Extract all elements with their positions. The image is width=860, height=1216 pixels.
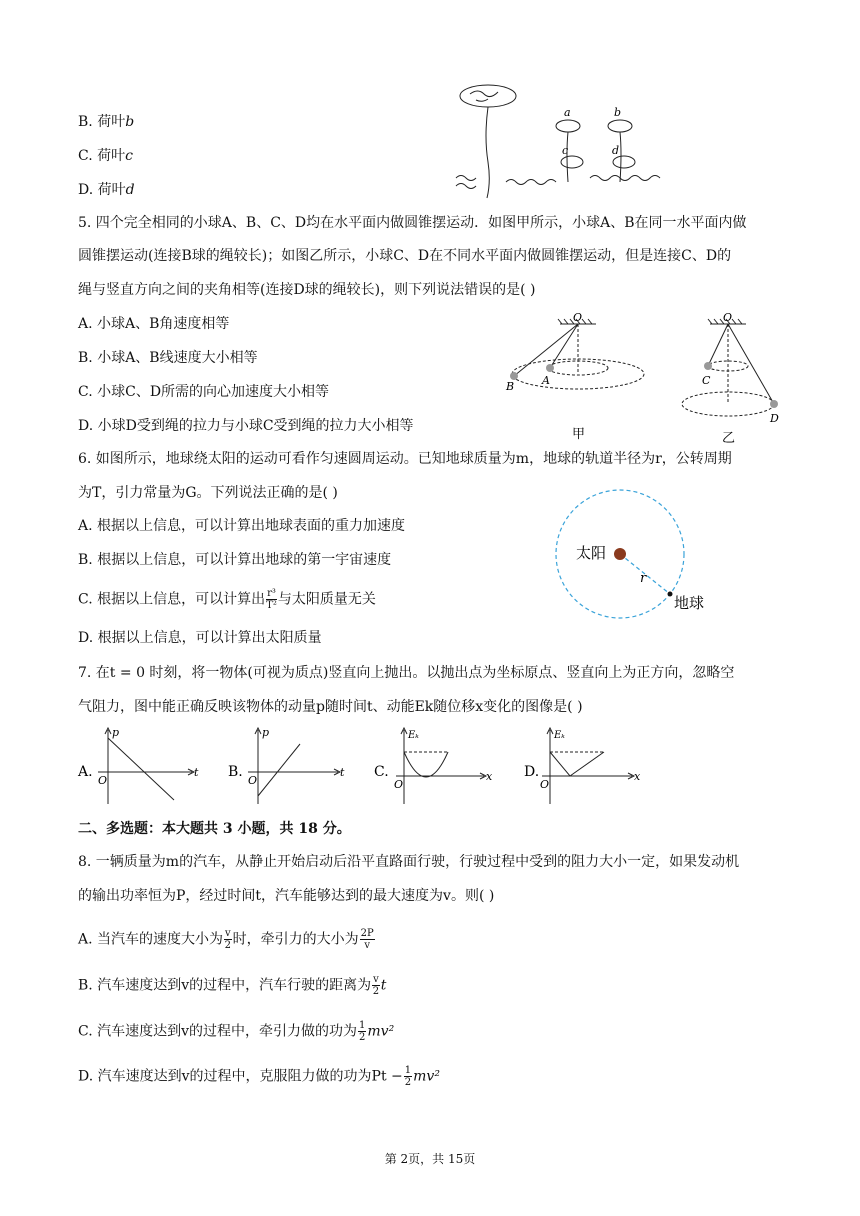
fig-ball-c: C — [702, 374, 711, 387]
graph-c-origin: O — [394, 778, 404, 791]
graph-a-ylabel: p — [112, 726, 120, 739]
q8-option-b: B. 汽车速度达到v的过程中，汽车行驶的距离为 $\frac{v}{2}$ t — [78, 974, 387, 997]
q8-stem-line1: 8. 一辆质量为m的汽车，从静止开始启动后沿平直路面行驶，行驶过程中受到的阻力大小一定，如果发动机 — [78, 854, 740, 870]
q5-option-b: B. 小球A、B线速度大小相等 — [78, 350, 258, 366]
q4-option-d: D. 荷叶d — [78, 182, 135, 198]
sun-label: 太阳 — [576, 544, 607, 562]
q6-stem-line2: 为T，引力常量为G。下列说法正确的是( ) — [78, 485, 338, 501]
q5-stem-line3: 绳与竖直方向之间的夹角相等(连接D球的绳较长)，则下列说法错误的是( ) — [78, 282, 536, 298]
sun-earth-orbit-figure — [554, 484, 724, 650]
q6-option-d: D. 根据以上信息，可以计算出太阳质量 — [78, 630, 322, 646]
graph-c-ylabel: Eₖ — [408, 730, 419, 741]
graph-d-xlabel: x — [634, 770, 641, 783]
graph-a-origin: O — [98, 774, 108, 787]
graph-b-ylabel: p — [262, 726, 270, 739]
q8-option-a: A. 当汽车的速度大小为 $\frac{v}{2}$ 时，牵引力的大小为 $\frac{2P}{v}$ — [78, 928, 374, 951]
earth-label: 地球 — [674, 594, 705, 612]
fig-ball-a: A — [542, 374, 550, 387]
q6-option-c: C. 根据以上信息，可以计算出 $\frac{\text{r³}}{\text{T²}}$ 与太阳质量无关 — [78, 588, 376, 611]
graph-d-ylabel: Eₖ — [554, 730, 565, 741]
q6-option-a: A. 根据以上信息，可以计算出地球表面的重力加速度 — [78, 518, 406, 534]
section-heading-multiple-choice: 二、多选题：本大题共 3 小题，共 18 分。 — [78, 821, 351, 837]
lotus-label-c: c — [562, 144, 569, 157]
graph-d-label: D. — [524, 764, 540, 780]
q7-stem-line1: 7. 在t = 0 时刻，将一物体(可视为质点)竖直向上抛出。以抛出点为坐标原点、竖直向上为正方向，忽略空 — [78, 665, 735, 681]
q5-option-a: A. 小球A、B角速度相等 — [78, 316, 230, 332]
graph-b-origin: O — [248, 774, 258, 787]
graph-a-xlabel: t — [194, 766, 199, 779]
fig-o-right: O — [723, 312, 733, 324]
q5-stem-line1: 5. 四个完全相同的小球A、B、C、D均在水平面内做圆锥摆运动．如图甲所示，小球A、B在同一水平面内做 — [78, 215, 747, 231]
q8-stem-line2: 的输出功率恒为P，经过时间t，汽车能够达到的最大速度为v。则( ) — [78, 888, 495, 904]
q4-option-b: B. 荷叶b — [78, 114, 135, 130]
fig-ball-d: D — [770, 412, 779, 425]
q5-option-d: D. 小球D受到绳的拉力与小球C受到绳的拉力大小相等 — [78, 418, 414, 434]
q6-option-b: B. 根据以上信息，可以计算出地球的第一宇宙速度 — [78, 552, 392, 568]
graph-c-label: C. — [374, 764, 389, 780]
fig-caption-jia: 甲 — [572, 427, 586, 442]
fig-caption-yi: 乙 — [722, 431, 736, 446]
lotus-label-b: b — [614, 106, 622, 119]
q7-stem-line2: 气阻力，图中能正确反映该物体的动量p随时间t、动能Ek随位移x变化的图像是( ) — [78, 699, 583, 715]
fig-ball-b: B — [506, 380, 515, 393]
graph-d-origin: O — [540, 778, 550, 791]
graph-a-label: A. — [78, 764, 93, 780]
q5-stem-line2: 圆锥摆运动(连接B球的绳较长)；如图乙所示，小球C、D在不同水平面内做圆锥摆运动，但是连接C、D的 — [78, 248, 732, 264]
conical-pendulum-figure — [498, 312, 788, 446]
fig-o-left: O — [573, 312, 583, 324]
lotus-label-d: d — [612, 144, 620, 157]
q4-option-c: C. 荷叶c — [78, 148, 133, 164]
page-footer: 第 2页，共 15页 — [384, 1152, 476, 1166]
graph-b-label: B. — [228, 764, 243, 780]
q6-stem-line1: 6. 如图所示，地球绕太阳的运动可看作匀速圆周运动。已知地球质量为m，地球的轨道半径为r，公转周期 — [78, 451, 732, 467]
q8-option-c: C. 汽车速度达到v的过程中，牵引力做的功为 $\frac{1}{2}$ mv² — [78, 1020, 395, 1043]
q7-graphs — [76, 724, 666, 810]
q8-option-d: D. 汽车速度达到v的过程中，克服阻力做的功为Pt − $\frac{1}{2}$ mv² — [78, 1065, 440, 1088]
radius-label: r — [640, 571, 647, 586]
q5-option-c: C. 小球C、D所需的向心加速度大小相等 — [78, 384, 330, 400]
graph-b-xlabel: t — [340, 766, 345, 779]
lotus-label-a: a — [564, 106, 571, 119]
lotus-leaf-figure — [450, 78, 670, 200]
graph-c-xlabel: x — [486, 770, 493, 783]
